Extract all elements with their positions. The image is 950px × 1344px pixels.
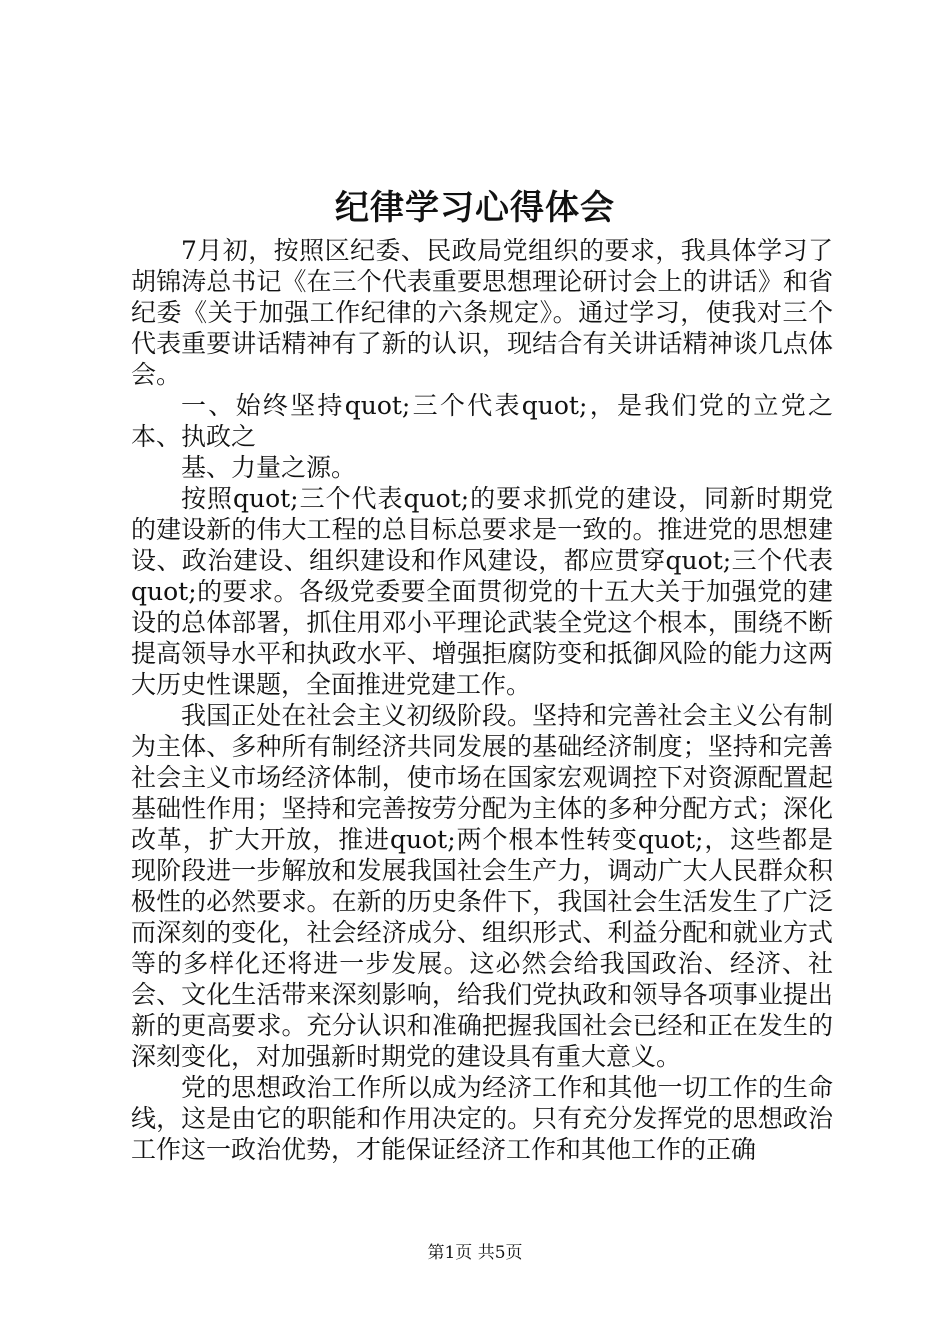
paragraph-intro: 7月初，按照区纪委、民政局党组织的要求，我具体学习了胡锦涛总书记《在三个代表重要思想理论研讨会上的讲话》和省纪委《关于加强工作纪律的六条规定》。通过学习，使我对三个代表重要讲话精神有了新的认识，现结合有关讲话精神谈几点体会。 xyxy=(131,236,833,389)
paragraph-primary-stage: 我国正处在社会主义初级阶段。坚持和完善社会主义公有制为主体、多种所有制经济共同发展的基础经济制度；坚持和完善社会主义市场经济体制，使市场在国家宏观调控下对资源配置起基础性作用；坚持和完善按劳分配为主体的多种分配方式；深化改革，扩大开放，推进quot;两个根本性转变quot;，这些都是现阶段进一步解放和发展我国社会生产力，调动广大人民群众积极性的必然要求。在新的历史条件下，我国社会生活发生了广泛而深刻的变化，社会经济成分、组织形式、利益分配和就业方式等的多样化还将进一步发展。这必然会给我国政治、经济、社会、文化生活带来深刻影响，给我们党执政和领导各项事业提出新的更高要求。充分认识和准确把握我国社会已经和正在发生的深刻变化，对加强新时期党的建设具有重大意义。 xyxy=(131,701,833,1071)
document-body xyxy=(131,235,833,1165)
paragraph-party-building: 按照quot;三个代表quot;的要求抓党的建设，同新时期党的建设新的伟大工程的总目标总要求是一致的。推进党的思想建设、政治建设、组织建设和作风建设，都应贯穿quot;三个代表quot;的要求。各级党委要全面贯彻党的十五大关于加强党的建设的总体部署，抓住用邓小平理论武装全党这个根本，围绕不断提高领导水平和执政水平、增强拒腐防变和抵御风险的能力这两大历史性课题，全面推进党建工作。 xyxy=(131,484,833,699)
page-number-footer: 第1页 共5页 xyxy=(427,1243,523,1263)
document-title: 纪律学习心得体会 xyxy=(335,188,615,228)
paragraph-political-work: 党的思想政治工作所以成为经济工作和其他一切工作的生命线，这是由它的职能和作用决定的。只有充分发挥党的思想政治工作这一政治优势，才能保证经济工作和其他工作的正确 xyxy=(131,1073,833,1164)
section-heading-part2: 基、力量之源。 xyxy=(181,453,357,482)
section-heading-part1: 一、始终坚持quot;三个代表quot;，是我们党的立党之本、执政之 xyxy=(131,391,833,451)
